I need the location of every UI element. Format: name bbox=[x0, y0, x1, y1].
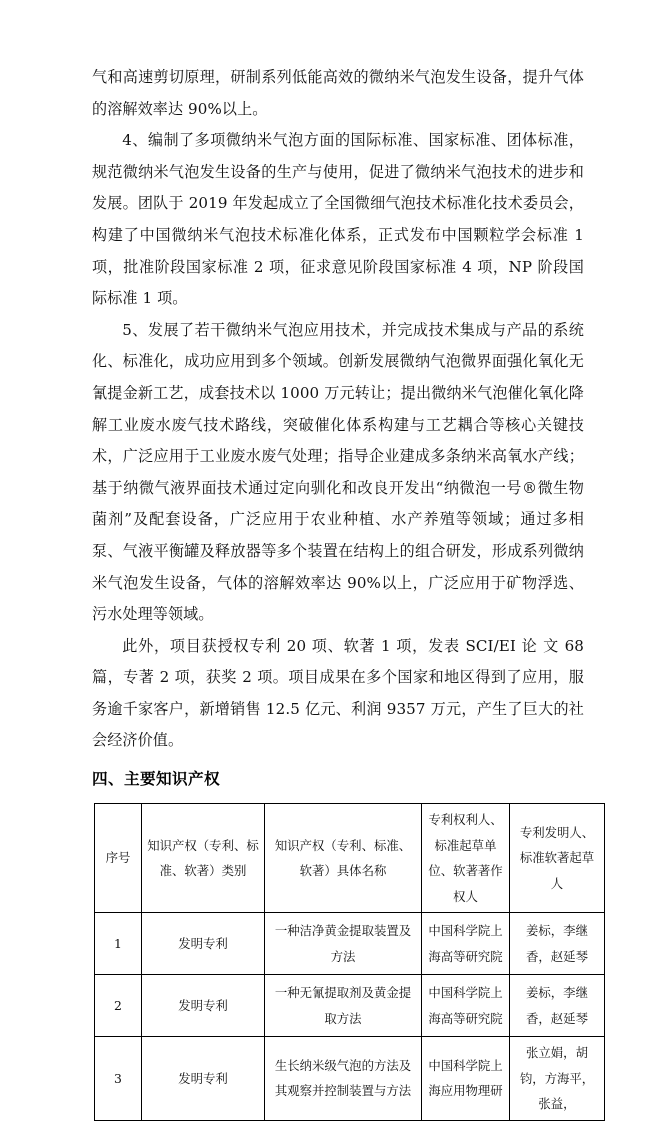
cell-inventors bbox=[510, 1037, 605, 1121]
table-header-type-label: 知识产权（专利、标准、软著）类别 bbox=[147, 837, 259, 879]
cell-index bbox=[95, 1037, 142, 1121]
cell-name bbox=[265, 975, 422, 1037]
table-header-name-label: 知识产权（专利、标准、软著）具体名称 bbox=[274, 837, 412, 879]
cell-type-value: 发明专利 bbox=[178, 1070, 228, 1086]
cell-owner bbox=[422, 975, 510, 1037]
cell-name bbox=[265, 1037, 422, 1121]
table-header-owner-label: 专利权利人、标准起草单位、软著著作权人 bbox=[428, 812, 503, 904]
cell-type-value: 发明专利 bbox=[178, 935, 228, 951]
cell-type bbox=[142, 975, 265, 1037]
cell-name-value: 一种洁净黄金提取装置及方法 bbox=[274, 923, 412, 964]
cell-inventors-value: 姜标，李继香，赵延琴 bbox=[526, 923, 588, 964]
intellectual-property-table bbox=[94, 803, 605, 1121]
table-header-row bbox=[95, 804, 605, 913]
table-header-name bbox=[265, 804, 422, 913]
cell-type bbox=[142, 1037, 265, 1121]
paragraph-item-5: 5、发展了若干微纳米气泡应用技术，并完成技术集成与产品的系统化、标准化，成功应用到多个领域。创新发展微纳气泡微界面强化氧化无氰提金新工艺，成套技术以 1000 万元转让；提出微纳米气泡催化氧化降解工业废水废气技术路线，突破催化体系构建与工艺耦合等核心关键技术，广泛应用于工业废水废气处理；指导企业建成多条纳米高氧水产线；基于纳微气液界面技术通过定向驯化和改良开发出“纳微泡一号®微生物菌剂”及配套设备，广泛应用于农业种植、水产养殖等领域；通过多相泵、气液平衡罐及释放器等多个装置在结构上的组合研发，形成系列微纳米气泡发生设备，气体的溶解效率达 90%以上，广泛应用于矿物浮选、污水处理等领域。 bbox=[92, 320, 584, 624]
table-header-type bbox=[142, 804, 265, 913]
page-title: 四、主要知识产权 bbox=[92, 770, 220, 789]
cell-index-value: 3 bbox=[114, 1070, 122, 1086]
cell-type-value: 发明专利 bbox=[178, 997, 228, 1013]
cell-name-value: 一种无氰提取剂及黄金提取方法 bbox=[274, 985, 412, 1026]
cell-name bbox=[265, 913, 422, 975]
cell-inventors-value: 姜标，李继香，赵延琴 bbox=[526, 985, 588, 1026]
cell-owner bbox=[422, 913, 510, 975]
cell-inventors bbox=[510, 913, 605, 975]
cell-owner-value: 中国科学院上海高等研究院 bbox=[428, 985, 503, 1026]
cell-owner bbox=[422, 1037, 510, 1121]
cell-index-value: 1 bbox=[114, 935, 122, 951]
cell-index bbox=[95, 913, 142, 975]
paragraph-summary: 此外，项目获授权专利 20 项、软著 1 项，发表 SCI/EI 论 文 68 篇，专著 2 项，获奖 2 项。项目成果在多个国家和地区得到了应用，服务逾千家客户，新增销售 12.5 亿元、利润 9357 万元，产生了巨大的社会经济价值。 bbox=[92, 636, 584, 750]
table-header-inventors-label: 专利发明人、标准软著起草人 bbox=[519, 824, 595, 891]
cell-inventors bbox=[510, 975, 605, 1037]
cell-index-value: 2 bbox=[114, 997, 122, 1013]
cell-type bbox=[142, 913, 265, 975]
table-row bbox=[95, 1037, 605, 1121]
table-header-inventors bbox=[510, 804, 605, 913]
table-header-index bbox=[95, 804, 142, 913]
table-row bbox=[95, 913, 605, 975]
table-row bbox=[95, 975, 605, 1037]
cell-owner-value: 中国科学院上海应用物理研 bbox=[428, 1057, 503, 1099]
paragraph-continued-3: 气和高速剪切原理，研制系列低能高效的微纳米气泡发生设备，提升气体的溶解效率达 90%以上。 bbox=[92, 68, 584, 118]
cell-name-value: 生长纳米级气泡的方法及其观察并控制装置与方法 bbox=[274, 1057, 412, 1099]
cell-owner-value: 中国科学院上海高等研究院 bbox=[428, 923, 503, 964]
cell-index bbox=[95, 975, 142, 1037]
table-header-owner bbox=[422, 804, 510, 913]
cell-inventors-value: 张立娟，胡钧，方海平，张益， bbox=[519, 1045, 595, 1112]
table-header-index-label: 序号 bbox=[105, 850, 131, 866]
paragraph-item-4: 4、编制了多项微纳米气泡方面的国际标准、国家标准、团体标准，规范微纳米气泡发生设备的生产与使用，促进了微纳米气泡技术的进步和发展。团队于 2019 年发起成立了全国微细气泡技术标准化技术委员会，构建了中国微纳米气泡技术标准化体系，正式发布中国颗粒学会标准 1 项，批准阶段国家标准 2 项，征求意见阶段国家标准 4 项，NP 阶段国际标准 1 项。 bbox=[92, 131, 584, 308]
